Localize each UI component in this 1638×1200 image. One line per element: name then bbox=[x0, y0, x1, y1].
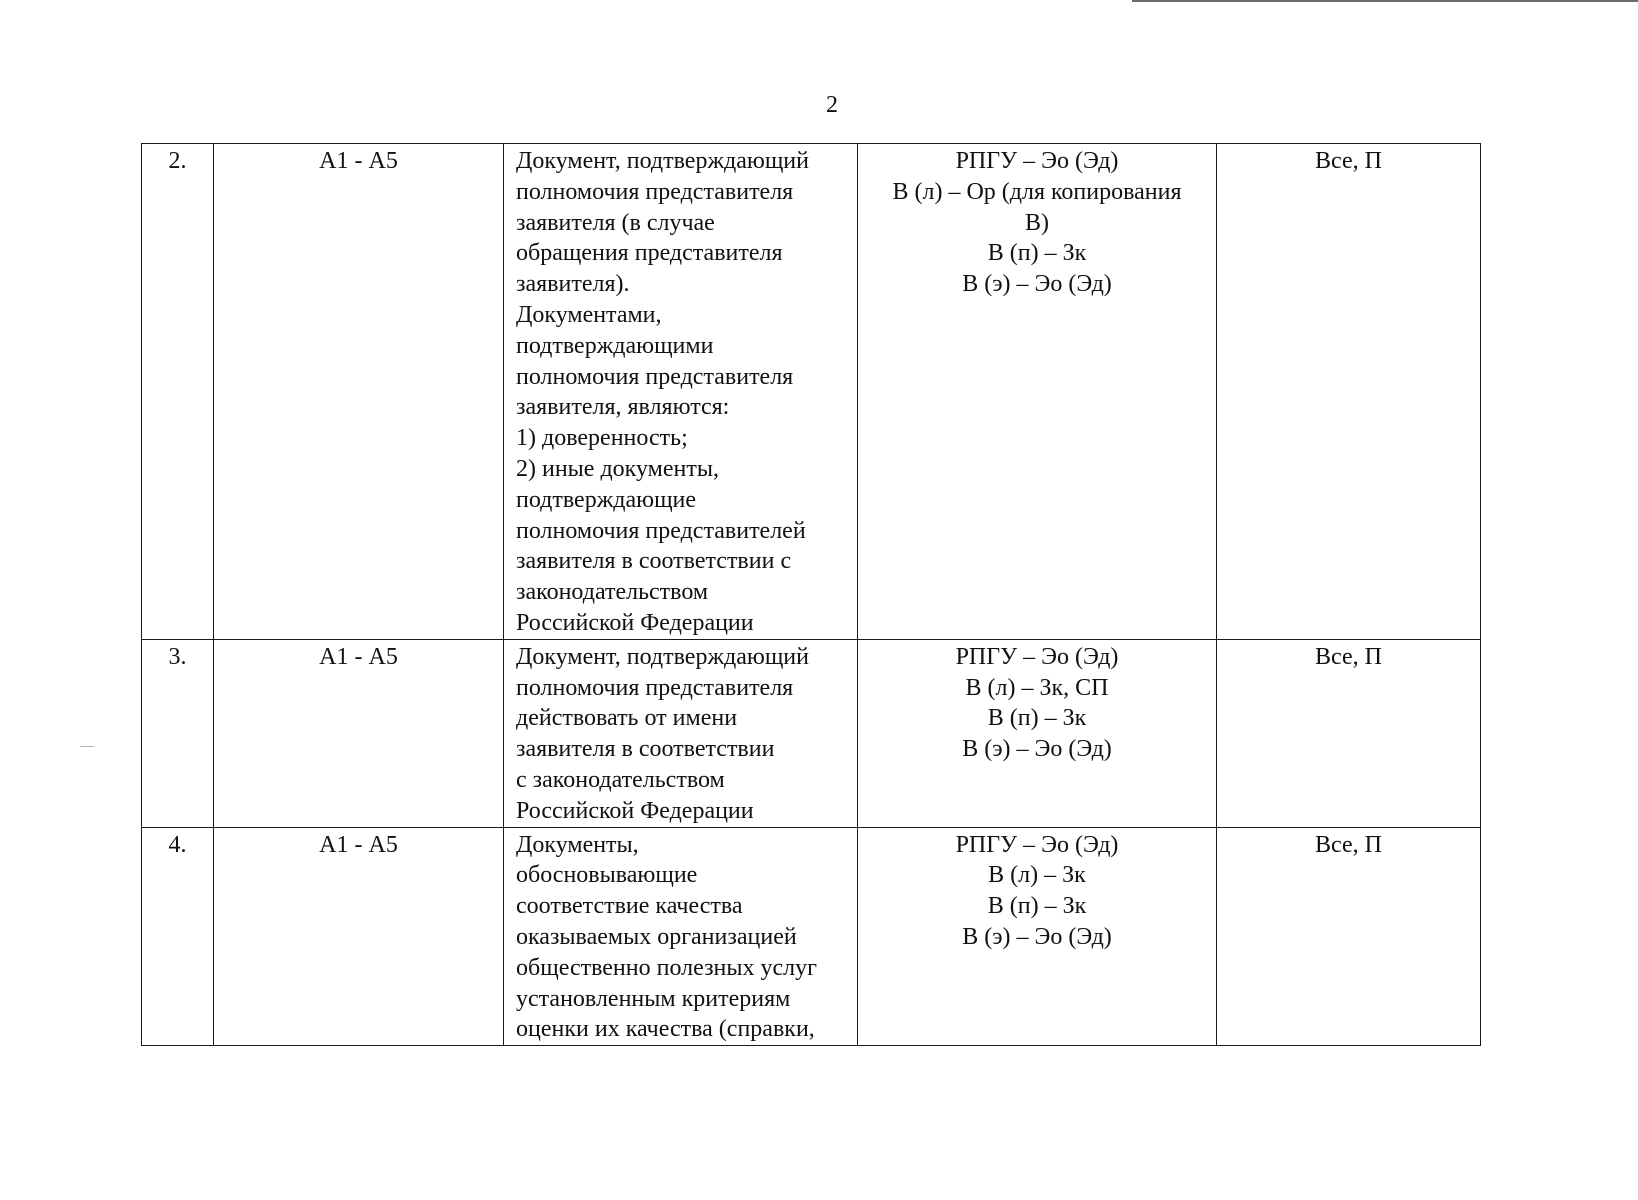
form-line: В (л) – Ор (для копирования bbox=[892, 178, 1182, 205]
description-line: соответствие качества bbox=[516, 893, 743, 920]
scan-artifact bbox=[80, 746, 94, 747]
description-line: Российской Федерации bbox=[516, 797, 754, 824]
description-line: оказываемых организацией bbox=[516, 923, 797, 950]
description-line: Документ, подтверждающий bbox=[516, 643, 809, 670]
document-description bbox=[504, 639, 858, 827]
description-line: установленным критериям bbox=[516, 985, 791, 1012]
form-line: В (п) – Зк bbox=[987, 893, 1087, 920]
table-row bbox=[142, 639, 1481, 827]
description-line: полномочия представителя bbox=[516, 178, 794, 205]
documents-table bbox=[141, 143, 1481, 1046]
description-line: обращения представителя bbox=[516, 240, 783, 267]
row-number: 3. bbox=[142, 639, 214, 827]
description-line: 2) иные документы, bbox=[516, 455, 719, 482]
description-line: оценки их качества (справки, bbox=[516, 1016, 815, 1043]
submission-form bbox=[858, 144, 1217, 640]
description-line: общественно полезных услуг bbox=[516, 954, 817, 981]
form-line: В (э) – Эо (Эд) bbox=[962, 923, 1112, 950]
description-line: подтверждающие bbox=[516, 486, 697, 513]
form-line: В (п) – Зк bbox=[987, 240, 1087, 267]
description-line: заявителя (в случае bbox=[516, 209, 715, 236]
header-rule bbox=[1132, 0, 1638, 2]
applicant-code: А1 - А5 bbox=[214, 639, 504, 827]
page-number: 2 bbox=[826, 92, 838, 118]
description-line: заявителя в соответствии с bbox=[516, 548, 792, 575]
table-row bbox=[142, 144, 1481, 640]
form-line: РПГУ – Эо (Эд) bbox=[955, 148, 1119, 174]
row-number: 2. bbox=[142, 144, 214, 640]
description-line: полномочия представителя bbox=[516, 363, 794, 390]
form-line: В (п) – Зк bbox=[987, 705, 1087, 732]
description-line: Документами, bbox=[516, 301, 662, 328]
description-line: заявителя, являются: bbox=[516, 394, 730, 421]
table-row bbox=[142, 827, 1481, 1046]
description-line: с законодательством bbox=[516, 766, 725, 793]
document-description bbox=[504, 827, 858, 1046]
form-line: В (э) – Эо (Эд) bbox=[962, 271, 1112, 298]
submission-form bbox=[858, 639, 1217, 827]
document-description bbox=[504, 144, 858, 640]
form-line: В (л) – Зк bbox=[988, 862, 1086, 889]
form-line: РПГУ – Эо (Эд) bbox=[955, 831, 1119, 858]
description-line: действовать от имени bbox=[516, 705, 738, 732]
description-line: полномочия представителя bbox=[516, 674, 794, 701]
description-line: Документ, подтверждающий bbox=[516, 148, 809, 174]
category: Все, П bbox=[1217, 144, 1481, 640]
applicant-code: А1 - А5 bbox=[214, 827, 504, 1046]
description-line: заявителя в соответствии bbox=[516, 736, 775, 763]
submission-form bbox=[858, 827, 1217, 1046]
description-line: законодательством bbox=[516, 579, 709, 606]
description-line: заявителя). bbox=[516, 271, 630, 298]
description-line: 1) доверенность; bbox=[516, 425, 688, 452]
description-line: полномочия представителей bbox=[516, 517, 806, 544]
form-line: РПГУ – Эо (Эд) bbox=[955, 643, 1119, 670]
form-line: В (э) – Эо (Эд) bbox=[962, 736, 1112, 763]
applicant-code: А1 - А5 bbox=[214, 144, 504, 640]
description-line: Российской Федерации bbox=[516, 609, 754, 636]
description-line: подтверждающими bbox=[516, 332, 714, 359]
row-number: 4. bbox=[142, 827, 214, 1046]
form-line: В) bbox=[1025, 209, 1049, 236]
description-line: обосновывающие bbox=[516, 862, 698, 889]
category: Все, П bbox=[1217, 827, 1481, 1046]
form-line: В (л) – Зк, СП bbox=[965, 674, 1109, 701]
description-line: Документы, bbox=[516, 831, 639, 858]
category: Все, П bbox=[1217, 639, 1481, 827]
